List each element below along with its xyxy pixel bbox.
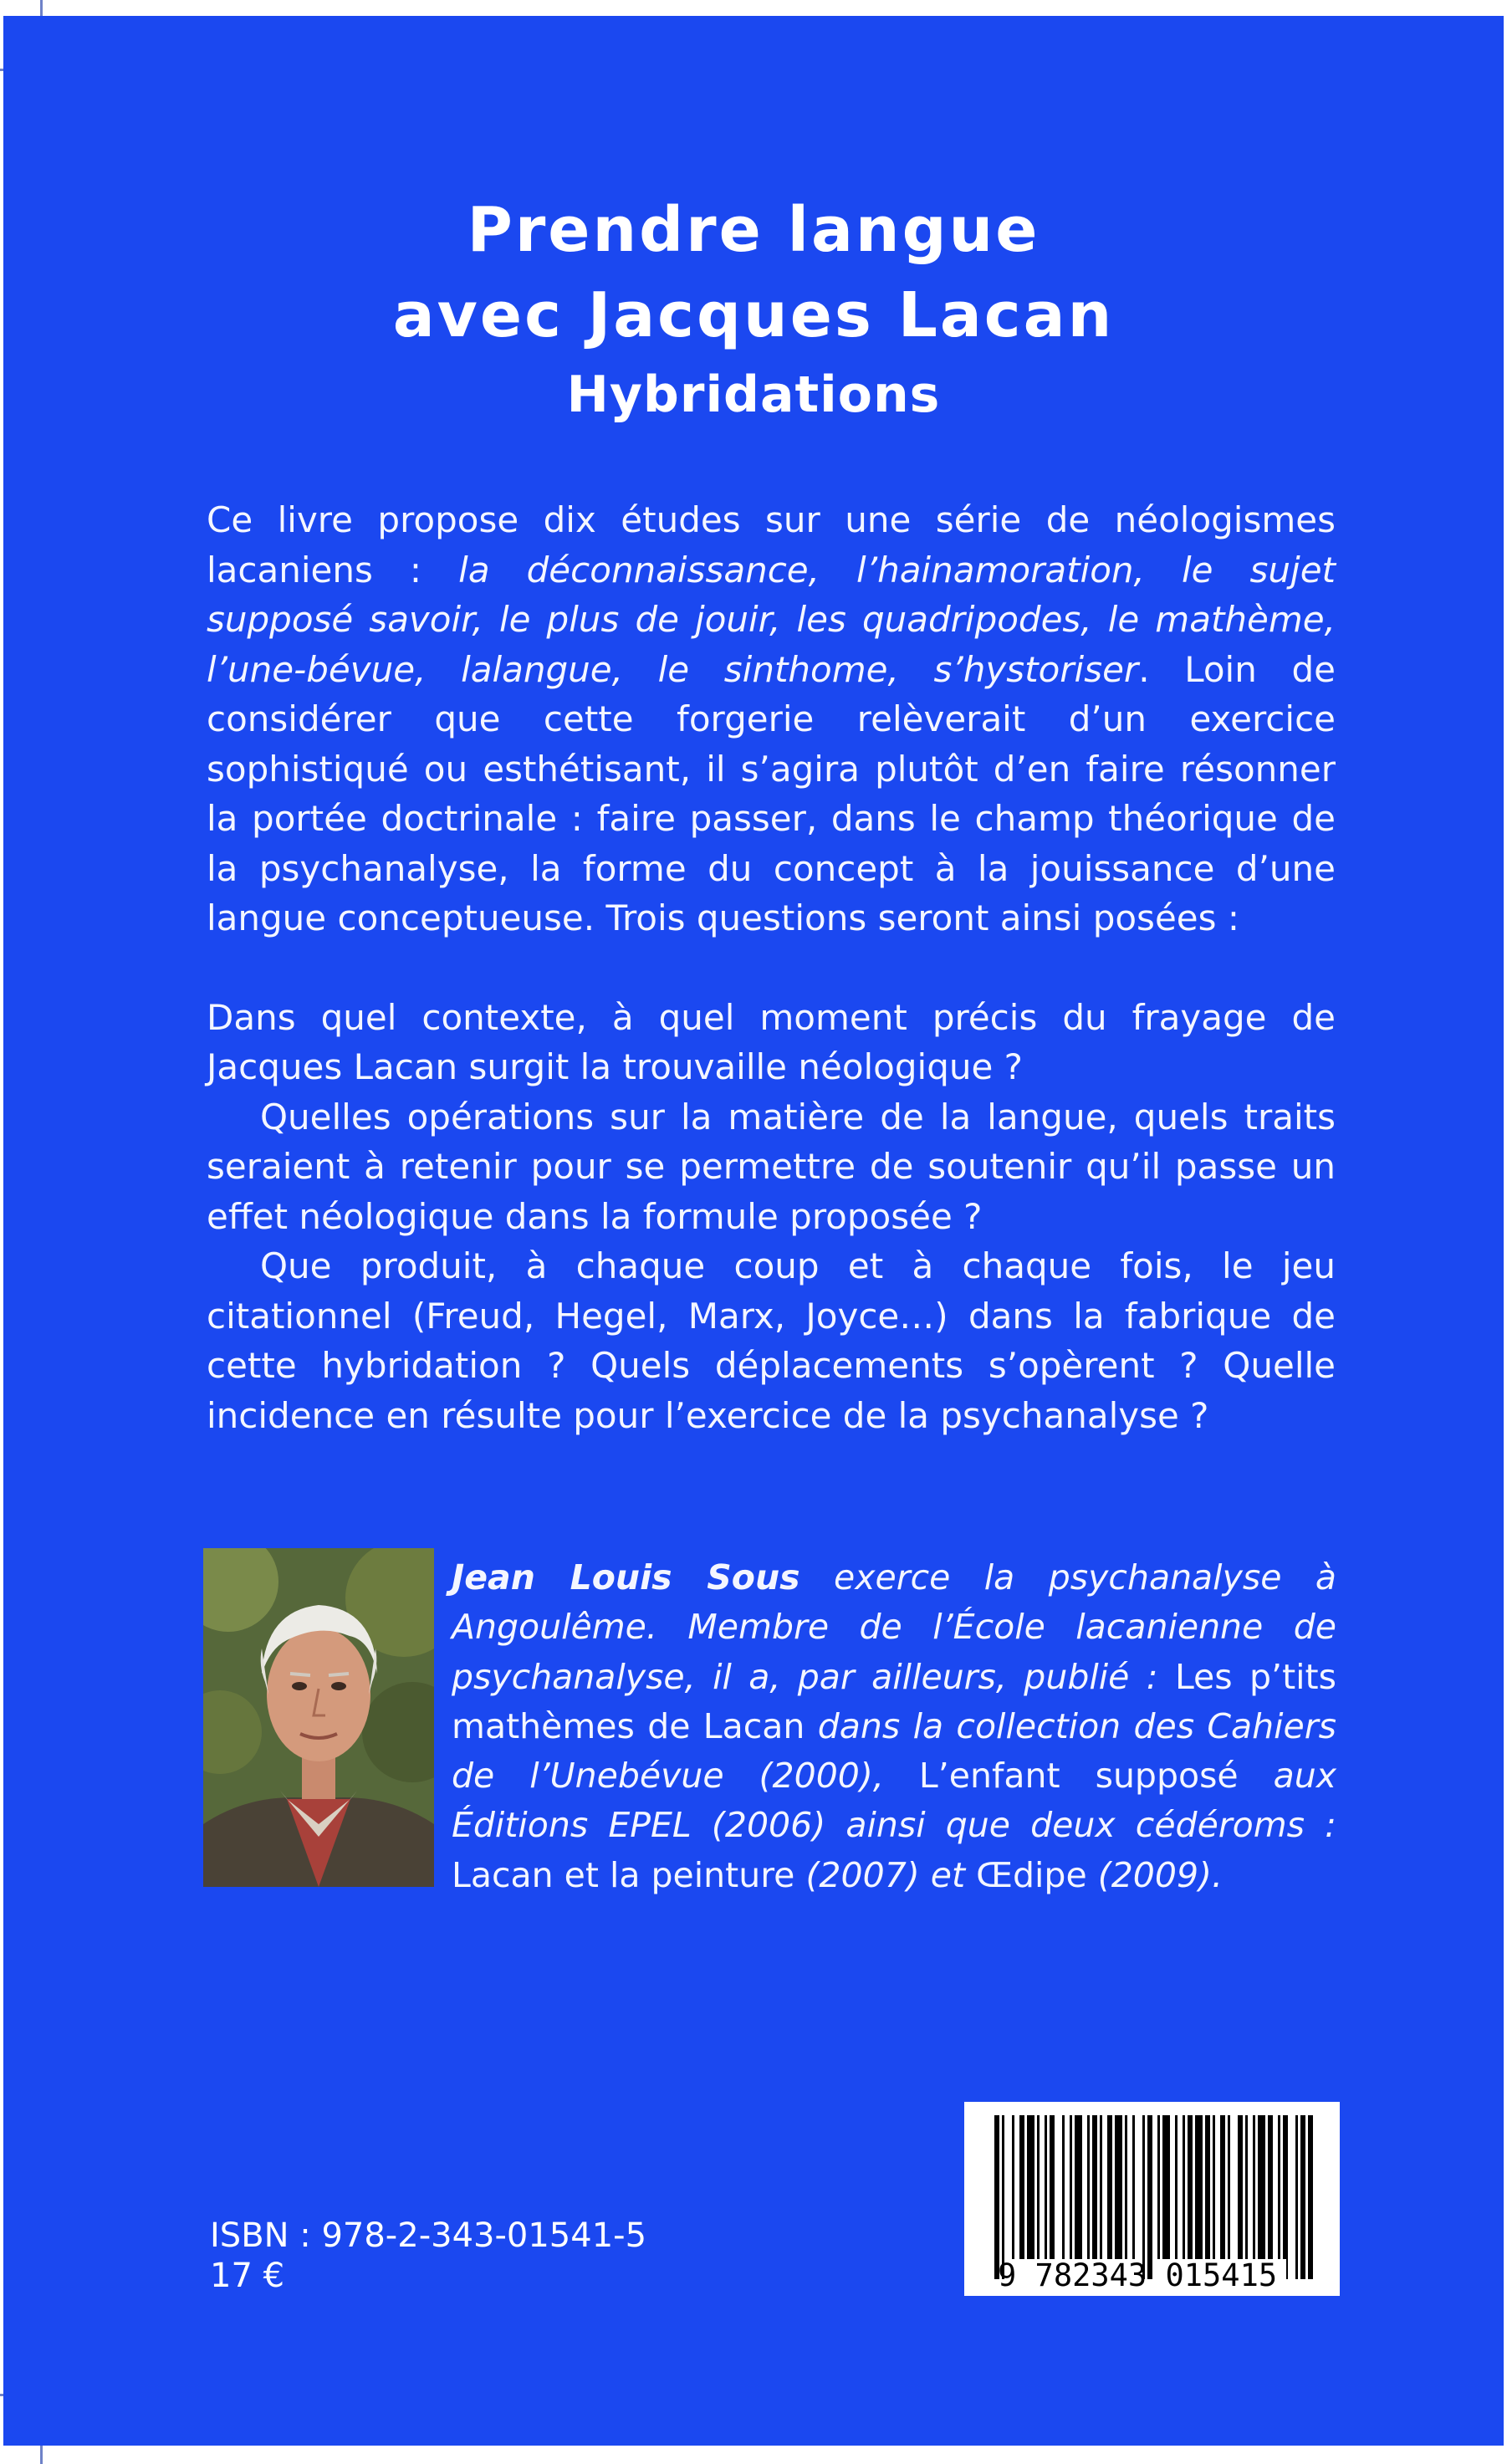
barcode-bar xyxy=(1062,2115,1065,2279)
barcode-bar xyxy=(1050,2115,1055,2279)
author-photo xyxy=(203,1548,434,1887)
work-title: Les p’tits mathèmes de Lacan xyxy=(452,1656,1336,1746)
description-paragraph-2: Dans quel contexte, à quel moment précis du frayage de Jacques Lacan surgit la trouvaille néologique ? xyxy=(207,996,1336,1087)
barcode-bar xyxy=(1278,2115,1280,2279)
description-paragraph-3: Quelles opérations sur la matière de la langue, quels traits seraient à retenir pour se permettre de soutenir qu’il passe un effet néologique dans la formule proposée ? xyxy=(207,1096,1336,1237)
subtitle: Hybridations xyxy=(566,366,941,424)
barcode-number: 9 782343 015415 xyxy=(998,2257,1278,2293)
barcode-bar xyxy=(994,2115,999,2279)
barcode-bar xyxy=(1075,2115,1082,2279)
barcode-bar xyxy=(1157,2115,1160,2279)
barcode-bar xyxy=(1107,2115,1112,2279)
price: 17 € xyxy=(210,2257,285,2295)
isbn-number: ISBN : 978-2-343-01541-5 xyxy=(210,2216,647,2255)
author-name: Jean Louis Sous xyxy=(452,1557,800,1598)
barcode-bar xyxy=(1205,2115,1210,2279)
barcode-bar xyxy=(1037,2115,1040,2279)
neologism-list: la déconnaissance, l’hainamoration, le sujet supposé savoir, le plus de jouir, les quadripodes, le mathème, l’une-bévue, lalangue, le sinthome, s’hystoriser xyxy=(207,549,1336,690)
barcode-bar xyxy=(1238,2115,1243,2279)
barcode-bar xyxy=(1147,2115,1152,2279)
barcode-bar xyxy=(1162,2115,1170,2279)
barcode-bar xyxy=(1300,2115,1305,2279)
barcode-bar xyxy=(1253,2115,1255,2279)
barcode-bar xyxy=(1295,2115,1298,2279)
title-line-1: Prendre langue xyxy=(467,194,1040,266)
paragraph-gap xyxy=(207,943,1336,993)
barcode-bar xyxy=(1019,2115,1024,2279)
barcode-bar xyxy=(1100,2115,1102,2279)
barcode-bar xyxy=(1045,2115,1047,2279)
barcode-bar xyxy=(1183,2115,1185,2279)
work-title: L’enfant supposé xyxy=(918,1756,1239,1797)
barcode-bar xyxy=(1213,2115,1215,2279)
barcode-bar xyxy=(1002,2115,1004,2279)
barcode-bar xyxy=(1188,2115,1193,2279)
barcode-bar xyxy=(1175,2115,1178,2279)
barcode-bar xyxy=(1283,2115,1288,2279)
barcode-bar xyxy=(1258,2115,1265,2279)
barcode-bar xyxy=(1220,2115,1225,2279)
barcode-bars xyxy=(994,2115,1313,2279)
barcode-bar xyxy=(1125,2115,1127,2279)
barcode-bar xyxy=(1027,2115,1034,2279)
isbn-price-block xyxy=(210,2216,646,2296)
barcode-bar xyxy=(1115,2115,1122,2279)
barcode-bar xyxy=(1012,2115,1014,2279)
barcode-bar xyxy=(1087,2115,1090,2279)
author-bio-text: Jean Louis Sous exerce la psychanalyse à Angoulême. Membre de l’École lacanienne de psychanalyse, il a, par ailleurs, publié : Les p’tits mathèmes de Lacan dans la collection des Cahiers de l’Unebévue (2000), L’enfant supposé aux Éditions EPEL (2006) ainsi que deux cédéroms : Lacan et la peinture (2007) et Œdipe (2009). xyxy=(452,1557,1336,1895)
description-paragraph-4: Que produit, à chaque coup et à chaque fois, le jeu citationnel (Freud, Hegel, Marx, Joyce…) dans la fabrique de cette hybridation ? Quels déplacements s’opèrent ? Quelle incidence en résulte pour l’exercice de la psychanalyse ? xyxy=(207,1245,1336,1436)
author-bio xyxy=(452,1553,1336,1900)
title-line-2: avec Jacques Lacan xyxy=(392,279,1115,351)
barcode-bar xyxy=(1245,2115,1248,2279)
barcode xyxy=(964,2102,1340,2296)
barcode-bar xyxy=(1092,2115,1097,2279)
barcode-bar xyxy=(1268,2115,1273,2279)
barcode-bar xyxy=(1195,2115,1203,2279)
back-cover xyxy=(3,16,1504,2446)
work-title: Lacan et la peinture xyxy=(452,1854,795,1895)
barcode-bar xyxy=(1308,2115,1313,2279)
barcode-bar xyxy=(1228,2115,1230,2279)
description xyxy=(207,495,1336,1440)
work-title: Œdipe xyxy=(976,1854,1087,1895)
barcode-bar xyxy=(1142,2115,1145,2279)
description-paragraph-1: Ce livre propose dix études sur une série de néologismes lacaniens : la déconnaissance, l’hainamoration, le sujet supposé savoir, le plus de jouir, les quadripodes, le mathème, l’une-bévue, lalangue, le sinthome, s’hystoriser. Loin de considérer que cette forgerie relèverait d’un exercice sophistiqué ou esthétisant, il s’agira plutôt d’en faire résonner la portée doctrinale : faire passer, dans le champ théorique de la psychanalyse, la forme du concept à la jouissance d’une langue conceptueuse. Trois questions seront ainsi posées : xyxy=(207,499,1336,938)
barcode-bar xyxy=(1070,2115,1072,2279)
barcode-bar xyxy=(1132,2115,1135,2279)
title-block xyxy=(3,187,1504,428)
